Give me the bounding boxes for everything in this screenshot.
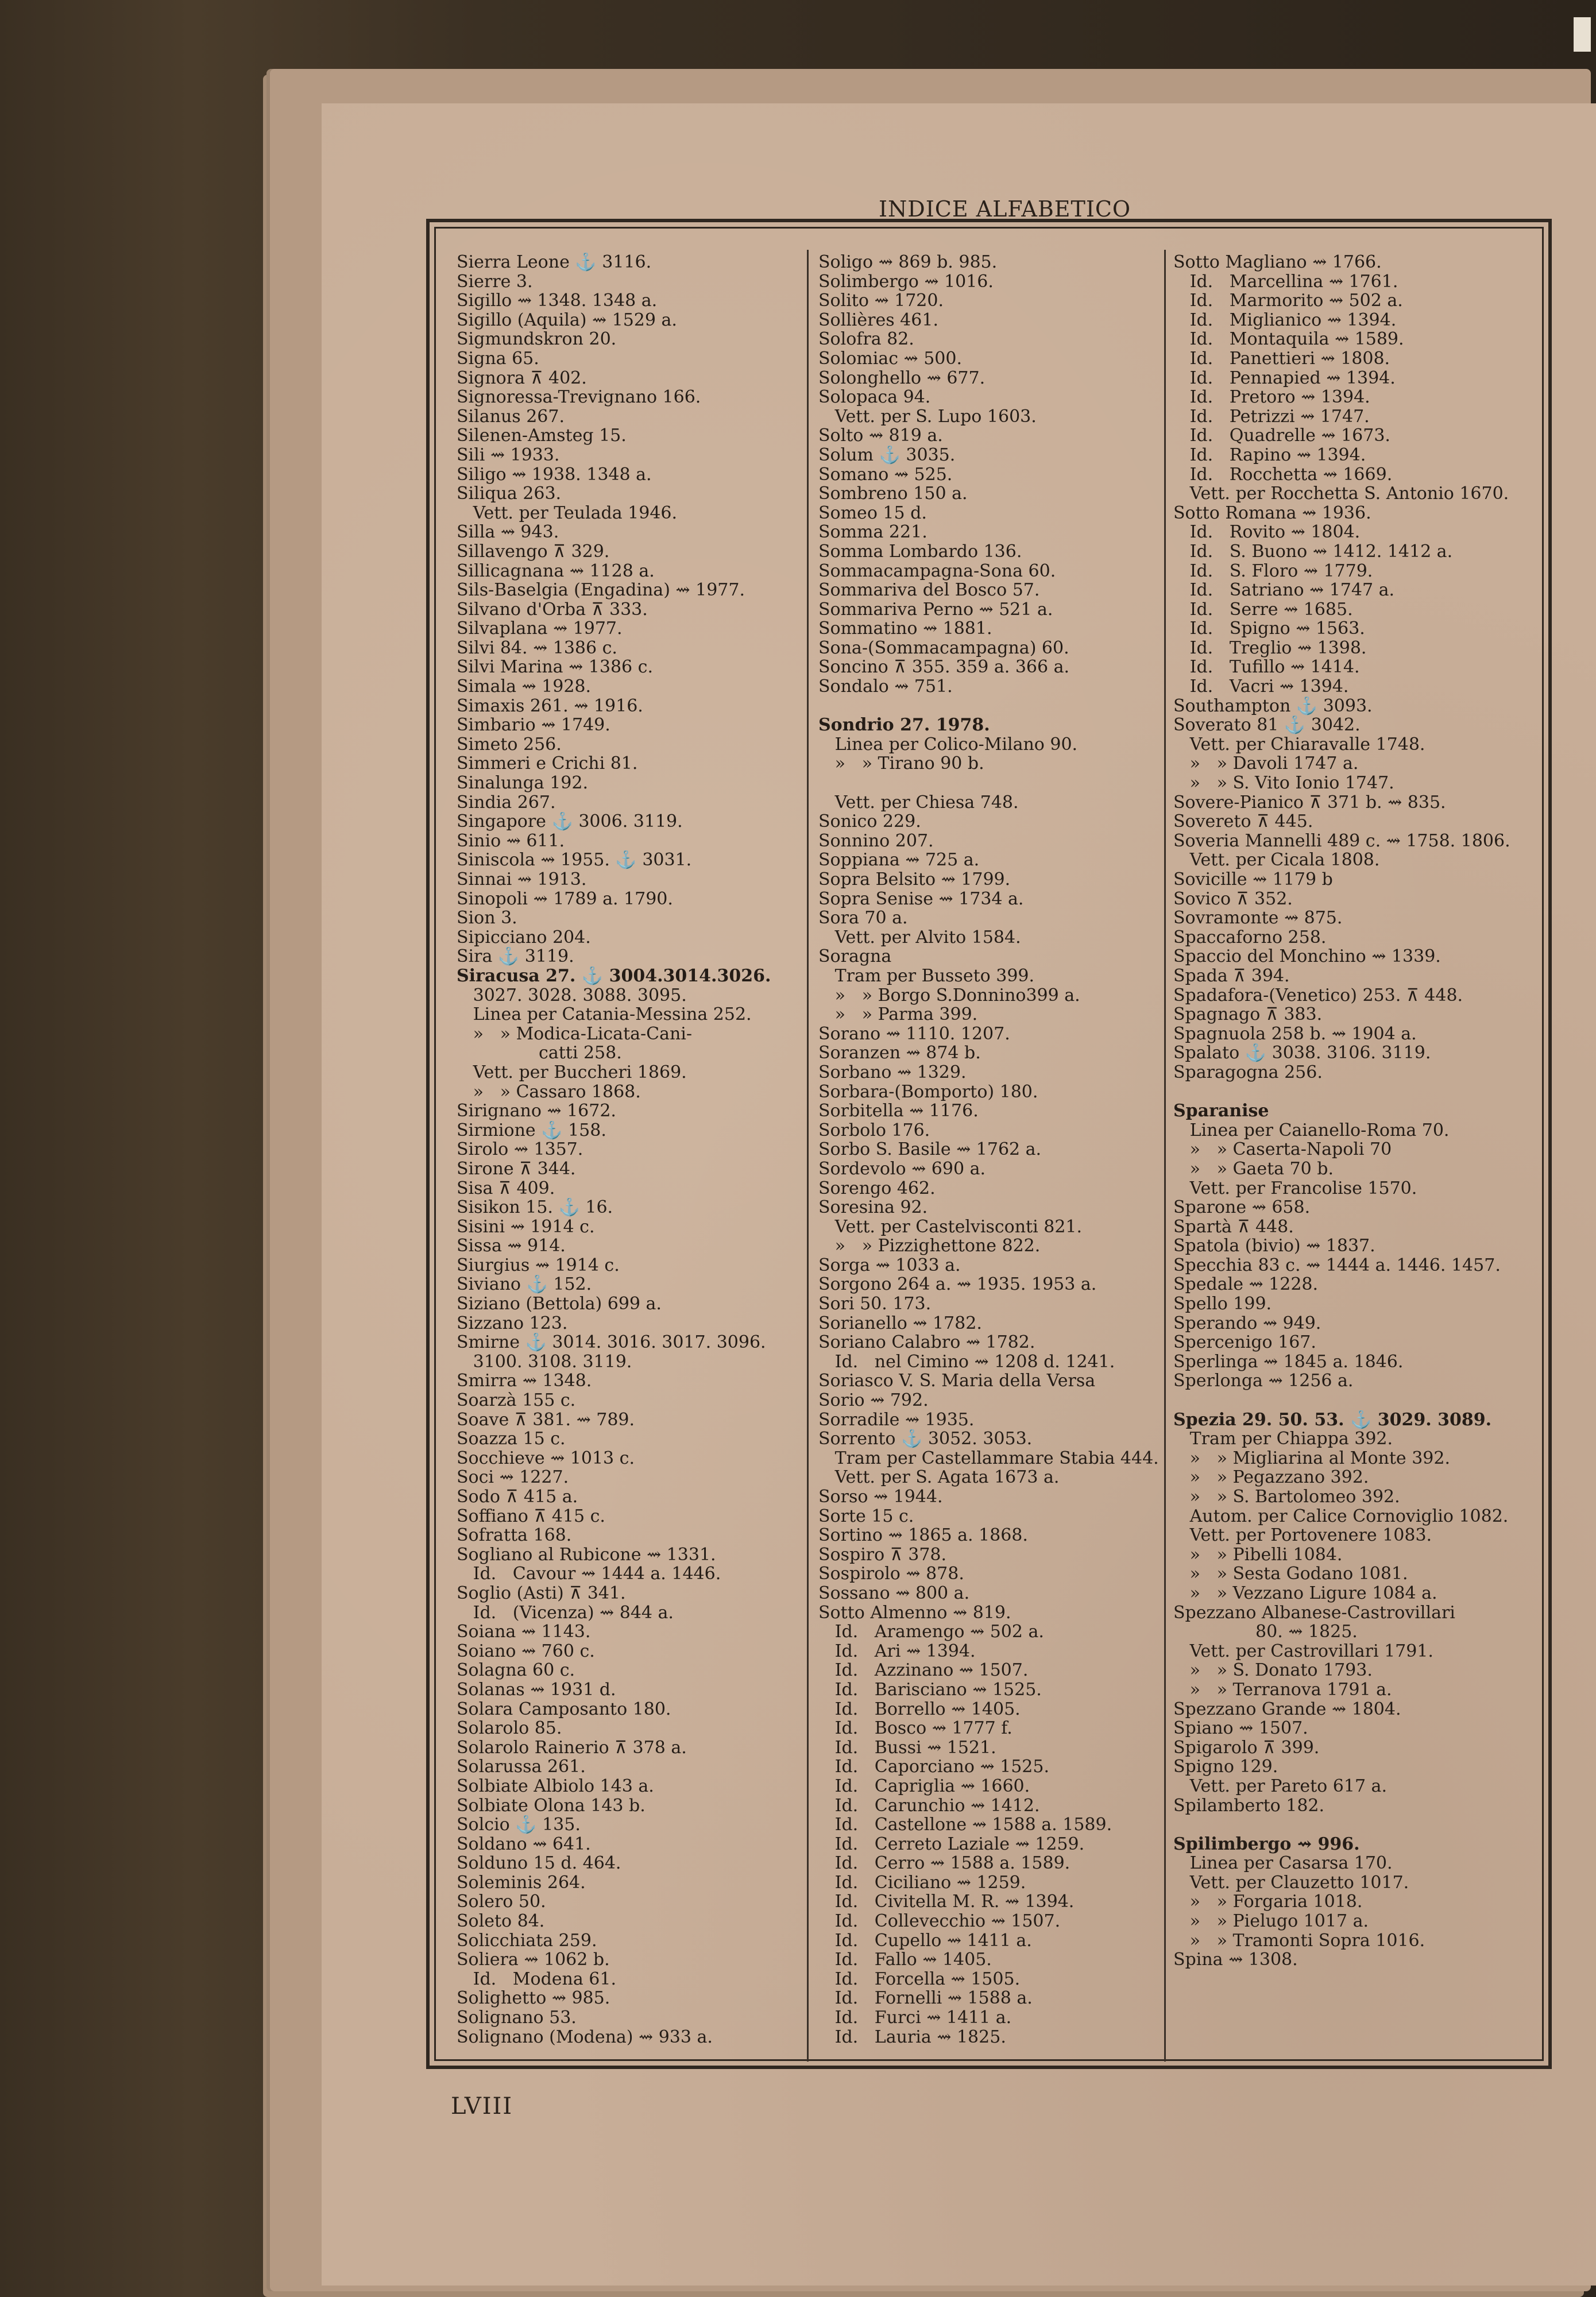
index-entry: Id. Aramengo ⇝ 502 a. bbox=[818, 1622, 1044, 1642]
index-entry: Sorio ⇝ 792. bbox=[818, 1391, 929, 1410]
index-entry: Sigillo ⇝ 1348. 1348 a. bbox=[457, 291, 658, 311]
index-entry: Soligo ⇝ 869 b. 985. bbox=[818, 253, 998, 272]
index-entry: Sovereto ⊼ 445. bbox=[1173, 812, 1313, 832]
index-entry: » » Modica-Licata-Cani- bbox=[457, 1024, 693, 1044]
index-entry: Solbiate Albiolo 143 a. bbox=[457, 1776, 654, 1796]
index-entry: Sovramonte ⇝ 875. bbox=[1173, 908, 1343, 928]
index-entry: Sinalunga 192. bbox=[457, 774, 589, 793]
index-entry: Spedale ⇝ 1228. bbox=[1173, 1275, 1319, 1295]
index-entry: Sossano ⇝ 800 a. bbox=[818, 1583, 970, 1603]
index-entry: Smirne ⚓ 3014. 3016. 3017. 3096. bbox=[457, 1333, 766, 1352]
index-entry: Sospiro ⊼ 378. bbox=[818, 1545, 947, 1565]
index-column-3 bbox=[1173, 253, 1541, 2062]
index-entry: Sorrento ⚓ 3052. 3053. bbox=[818, 1429, 1033, 1449]
index-entry: Id. Marcellina ⇝ 1761. bbox=[1173, 272, 1398, 292]
index-entry: Soresina 92. bbox=[818, 1198, 928, 1217]
index-entry: Sotto Romana ⇝ 1936. bbox=[1173, 503, 1371, 523]
index-entry: » » Borgo S.Donnino399 a. bbox=[818, 985, 1080, 1006]
index-entry: Id. (Vicenza) ⇝ 844 a. bbox=[457, 1603, 674, 1623]
index-entry: Id. Azzinano ⇝ 1507. bbox=[818, 1661, 1029, 1680]
index-entry: Id. Ari ⇝ 1394. bbox=[818, 1641, 976, 1661]
index-entry: Sorgono 264 a. ⇝ 1935. 1953 a. bbox=[818, 1275, 1097, 1295]
index-entry: Vett. per Portovenere 1083. bbox=[1173, 1526, 1432, 1545]
index-entry: Sospirolo ⇝ 878. bbox=[818, 1564, 964, 1584]
index-entry: Sizzano 123. bbox=[457, 1313, 568, 1333]
index-entry: Southampton ⚓ 3093. bbox=[1173, 696, 1373, 716]
index-entry bbox=[1173, 1815, 1541, 1835]
index-entry: » » Cassaro 1868. bbox=[457, 1082, 641, 1102]
index-entry: Sommatino ⇝ 1881. bbox=[818, 619, 992, 639]
index-entry: Soleto 84. bbox=[457, 1912, 545, 1931]
index-entry: Solito ⇝ 1720. bbox=[818, 291, 944, 311]
index-entry: Simaxis 261. ⇝ 1916. bbox=[457, 696, 643, 716]
index-entry: Vett. per Castrovillari 1791. bbox=[1173, 1641, 1433, 1661]
index-entry: Simeto 256. bbox=[457, 734, 562, 755]
index-entry: Someo 15 d. bbox=[818, 503, 927, 523]
index-entry: Id. Lauria ⇝ 1825. bbox=[818, 2027, 1006, 2047]
index-entry: Sorso ⇝ 1944. bbox=[818, 1487, 943, 1507]
index-entry: Vett. per Pareto 617 a. bbox=[1173, 1776, 1387, 1796]
index-entry: Sion 3. bbox=[457, 908, 517, 928]
index-entry: Solanas ⇝ 1931 d. bbox=[457, 1680, 616, 1700]
index-entry: Soncino ⊼ 355. 359 a. 366 a. bbox=[818, 658, 1070, 678]
index-entry: Soranzen ⇝ 874 b. bbox=[818, 1043, 981, 1063]
index-entry: Vett. per Chiesa 748. bbox=[818, 792, 1019, 813]
index-entry: Sommacampagna-Sona 60. bbox=[818, 561, 1056, 581]
index-entry: Sirignano ⇝ 1672. bbox=[457, 1101, 616, 1121]
page-number: LVIII bbox=[451, 2093, 513, 2120]
index-entry: catti 258. bbox=[457, 1043, 622, 1063]
index-entry: Solara Camposanto 180. bbox=[457, 1699, 671, 1719]
index-entry: Id. Quadrelle ⇝ 1673. bbox=[1173, 426, 1390, 446]
index-entry: Sili ⇝ 1933. bbox=[457, 445, 560, 465]
index-entry: Sillicagnana ⇝ 1128 a. bbox=[457, 561, 655, 581]
index-entry: Solarussa 261. bbox=[457, 1757, 586, 1777]
index-entry: Singapore ⚓ 3006. 3119. bbox=[457, 812, 683, 832]
index-entry: » » Tramonti Sopra 1016. bbox=[1173, 1931, 1425, 1951]
index-entry: Id. Fornelli ⇝ 1588 a. bbox=[818, 1989, 1033, 2009]
index-entry: Soci ⇝ 1227. bbox=[457, 1468, 569, 1487]
index-entry: » » Migliarina al Monte 392. bbox=[1173, 1448, 1450, 1468]
index-entry: Id. Treglio ⇝ 1398. bbox=[1173, 638, 1367, 658]
index-entry: Id. Pennapied ⇝ 1394. bbox=[1173, 368, 1396, 388]
index-entry: Soiano ⇝ 760 c. bbox=[457, 1641, 595, 1661]
index-entry: Sillavengo ⊼ 329. bbox=[457, 542, 610, 562]
index-entry: Sira ⚓ 3119. bbox=[457, 947, 574, 966]
index-entry: Solagna 60 c. bbox=[457, 1661, 575, 1680]
index-entry: Soragna bbox=[818, 947, 892, 966]
index-entry: Id. Ciciliano ⇝ 1259. bbox=[818, 1873, 1026, 1893]
index-entry: Solcio ⚓ 135. bbox=[457, 1815, 581, 1835]
index-entry: Vett. per Castelvisconti 821. bbox=[818, 1217, 1083, 1237]
index-entry: Sordevolo ⇝ 690 a. bbox=[818, 1159, 986, 1179]
index-entry: Sisa ⊼ 409. bbox=[457, 1178, 555, 1198]
index-entry: Spello 199. bbox=[1173, 1294, 1272, 1314]
index-entry: Sommariva Perno ⇝ 521 a. bbox=[818, 600, 1053, 620]
index-entry: Sori 50. 173. bbox=[818, 1294, 932, 1314]
index-entry: Sorbitella ⇝ 1176. bbox=[818, 1101, 979, 1121]
index-entry: Sona-(Sommacampagna) 60. bbox=[818, 638, 1069, 658]
index-entry: 80. ⇝ 1825. bbox=[1173, 1622, 1358, 1642]
index-entry: Socchieve ⇝ 1013 c. bbox=[457, 1448, 635, 1468]
index-entry: Vett. per Buccheri 1869. bbox=[457, 1062, 687, 1082]
index-entry: Spada ⊼ 394. bbox=[1173, 966, 1290, 986]
index-entry: Sigillo (Aquila) ⇝ 1529 a. bbox=[457, 310, 677, 330]
index-entry: Sperando ⇝ 949. bbox=[1173, 1313, 1321, 1333]
index-entry: Siurgius ⇝ 1914 c. bbox=[457, 1255, 620, 1275]
index-entry: Sparanise bbox=[1173, 1101, 1269, 1121]
corner-mark bbox=[1574, 17, 1591, 52]
index-entry: Silvano d'Orba ⊼ 333. bbox=[457, 600, 648, 620]
index-entry: Solighetto ⇝ 985. bbox=[457, 1989, 610, 2009]
index-entry: Id. Panettieri ⇝ 1808. bbox=[1173, 349, 1390, 369]
index-entry: Vett. per Clauzetto 1017. bbox=[1173, 1873, 1409, 1893]
index-entry: Sisini ⇝ 1914 c. bbox=[457, 1217, 595, 1237]
index-entry: Sortino ⇝ 1865 a. 1868. bbox=[818, 1526, 1028, 1545]
index-entry: Sorbolo 176. bbox=[818, 1120, 930, 1140]
index-entry: Silla ⇝ 943. bbox=[457, 523, 559, 542]
index-entry: Solduno 15 d. 464. bbox=[457, 1854, 621, 1873]
index-entry: Sorianello ⇝ 1782. bbox=[818, 1313, 982, 1333]
index-entry: Sorbano ⇝ 1329. bbox=[818, 1062, 967, 1082]
index-entry: Sparagogna 256. bbox=[1173, 1062, 1323, 1082]
index-entry: Sierre 3. bbox=[457, 272, 533, 292]
index-entry: Spaccio del Monchino ⇝ 1339. bbox=[1173, 947, 1441, 966]
index-entry: Siliqua 263. bbox=[457, 484, 562, 504]
index-entry: » » S. Vito Ionio 1747. bbox=[1173, 774, 1394, 793]
index-entry: Sondalo ⇝ 751. bbox=[818, 677, 953, 697]
index-entry: Sonico 229. bbox=[818, 812, 921, 832]
index-entry: Sinnai ⇝ 1913. bbox=[457, 870, 587, 890]
index-entry: Sorradile ⇝ 1935. bbox=[818, 1410, 975, 1430]
index-entry: Spatola (bivio) ⇝ 1837. bbox=[1173, 1236, 1375, 1256]
index-entry: Smirra ⇝ 1348. bbox=[457, 1371, 592, 1391]
index-entry: » » Caserta-Napoli 70 bbox=[1173, 1140, 1392, 1159]
index-entry bbox=[1173, 1391, 1541, 1410]
index-entry: Vett. per Cicala 1808. bbox=[1173, 850, 1380, 870]
index-entry: Linea per Colico-Milano 90. bbox=[818, 734, 1078, 755]
index-entry: Spina ⇝ 1308. bbox=[1173, 1950, 1298, 1970]
index-entry bbox=[818, 697, 1160, 716]
index-entry: Sotto Almenno ⇝ 819. bbox=[818, 1603, 1011, 1623]
index-entry: Spagnuola 258 b. ⇝ 1904 a. bbox=[1173, 1024, 1417, 1044]
index-entry: Sindia 267. bbox=[457, 792, 556, 813]
index-entry: Id. S. Floro ⇝ 1779. bbox=[1173, 561, 1373, 581]
index-entry: Soarzà 155 c. bbox=[457, 1391, 576, 1410]
index-entry: Sorga ⇝ 1033 a. bbox=[818, 1255, 961, 1275]
column-divider-2 bbox=[1164, 250, 1166, 2062]
index-entry: Tram per Busseto 399. bbox=[818, 966, 1035, 986]
index-entry: Sparone ⇝ 658. bbox=[1173, 1198, 1311, 1217]
index-entry: Spercenigo 167. bbox=[1173, 1333, 1316, 1352]
index-entry: Specchia 83 c. ⇝ 1444 a. 1446. 1457. bbox=[1173, 1255, 1501, 1275]
index-entry: Sora 70 a. bbox=[818, 908, 908, 928]
index-entry: Solopaca 94. bbox=[818, 388, 931, 407]
index-entry: Sinio ⇝ 611. bbox=[457, 831, 565, 851]
index-entry: Autom. per Calice Cornoviglio 1082. bbox=[1173, 1506, 1509, 1526]
index-column-1 bbox=[457, 253, 801, 2062]
index-entry: Siviano ⚓ 152. bbox=[457, 1275, 592, 1295]
index-entry: Soldano ⇝ 641. bbox=[457, 1834, 591, 1854]
index-entry: Signora ⊼ 402. bbox=[457, 368, 587, 388]
index-entry: Sonnino 207. bbox=[818, 831, 934, 851]
index-entry: Solarolo Rainerio ⊼ 378 a. bbox=[457, 1738, 687, 1758]
index-entry: Soglio (Asti) ⊼ 341. bbox=[457, 1583, 626, 1603]
index-entry: Sperlonga ⇝ 1256 a. bbox=[1173, 1371, 1354, 1391]
index-entry: Sierra Leone ⚓ 3116. bbox=[457, 253, 652, 272]
index-entry: Somano ⇝ 525. bbox=[818, 465, 953, 485]
index-entry: Siniscola ⇝ 1955. ⚓ 3031. bbox=[457, 850, 692, 870]
index-entry: Id. Fallo ⇝ 1405. bbox=[818, 1950, 992, 1970]
index-entry: Id. Modena 61. bbox=[457, 1969, 616, 1989]
index-entry: Spezzano Albanese-Castrovillari bbox=[1173, 1603, 1455, 1623]
index-entry: Spaccaforno 258. bbox=[1173, 927, 1327, 948]
index-entry: Sotto Magliano ⇝ 1766. bbox=[1173, 253, 1382, 272]
index-entry: » » Pielugo 1017 a. bbox=[1173, 1912, 1369, 1931]
index-entry: Id. Cupello ⇝ 1411 a. bbox=[818, 1931, 1032, 1951]
index-entry: Spartà ⊼ 448. bbox=[1173, 1217, 1294, 1237]
index-entry: Simmeri e Crichi 81. bbox=[457, 754, 638, 774]
column-divider-1 bbox=[807, 250, 809, 2062]
index-entry: Sorengo 462. bbox=[818, 1178, 936, 1198]
index-entry: Silvi Marina ⇝ 1386 c. bbox=[457, 658, 653, 678]
index-entry: Id. Pretoro ⇝ 1394. bbox=[1173, 388, 1370, 407]
index-entry: Sorano ⇝ 1110. 1207. bbox=[818, 1024, 1010, 1044]
index-entry: Id. Carunchio ⇝ 1412. bbox=[818, 1796, 1040, 1816]
index-entry: Solarolo 85. bbox=[457, 1719, 562, 1738]
index-entry: Solignano 53. bbox=[457, 2008, 577, 2028]
index-entry: Vett. per S. Agata 1673 a. bbox=[818, 1468, 1060, 1487]
index-entry: Sorbo S. Basile ⇝ 1762 a. bbox=[818, 1140, 1042, 1159]
index-entry: Id. Barisciano ⇝ 1525. bbox=[818, 1680, 1042, 1700]
index-entry: Sondrio 27. 1978. bbox=[818, 716, 990, 735]
index-entry: » » S. Bartolomeo 392. bbox=[1173, 1487, 1400, 1507]
index-entry: Soliera ⇝ 1062 b. bbox=[457, 1950, 610, 1970]
index-entry: Vett. per Rocchetta S. Antonio 1670. bbox=[1173, 484, 1509, 504]
index-entry: Soave ⊼ 381. ⇝ 789. bbox=[457, 1410, 635, 1430]
index-entry: Sorte 15 c. bbox=[818, 1506, 914, 1526]
index-entry: » » Pizzighettone 822. bbox=[818, 1236, 1041, 1256]
index-entry: Sirone ⊼ 344. bbox=[457, 1159, 576, 1179]
index-entry: Spilimbergo ⇝ 996. bbox=[1173, 1834, 1360, 1854]
index-entry: Linea per Caianello-Roma 70. bbox=[1173, 1120, 1450, 1140]
index-entry: 3027. 3028. 3088. 3095. bbox=[457, 985, 687, 1006]
index-entry: Siligo ⇝ 1938. 1348 a. bbox=[457, 465, 652, 485]
index-entry: Id. Miglianico ⇝ 1394. bbox=[1173, 310, 1397, 330]
index-entry: Solofra 82. bbox=[818, 330, 914, 349]
index-entry: Solero 50. bbox=[457, 1892, 546, 1912]
index-entry: Sirolo ⇝ 1357. bbox=[457, 1140, 583, 1159]
index-entry: Silvi 84. ⇝ 1386 c. bbox=[457, 638, 617, 658]
index-entry: Silvaplana ⇝ 1977. bbox=[457, 619, 623, 639]
index-entry: Id. nel Cimino ⇝ 1208 d. 1241. bbox=[818, 1352, 1115, 1372]
index-entry: Sils-Baselgia (Engadina) ⇝ 1977. bbox=[457, 581, 745, 600]
index-entry: Soffiano ⊼ 415 c. bbox=[457, 1506, 605, 1526]
index-entry: Siziano (Bettola) 699 a. bbox=[457, 1294, 662, 1314]
index-entry: Id. Spigno ⇝ 1563. bbox=[1173, 619, 1365, 639]
index-entry: Solonghello ⇝ 677. bbox=[818, 368, 986, 388]
index-entry: » » S. Donato 1793. bbox=[1173, 1661, 1373, 1680]
index-entry: Id. Forcella ⇝ 1505. bbox=[818, 1969, 1021, 1989]
index-entry: Id. Cavour ⇝ 1444 a. 1446. bbox=[457, 1564, 721, 1584]
index-entry: Id. Capriglia ⇝ 1660. bbox=[818, 1776, 1030, 1796]
index-entry: Soleminis 264. bbox=[457, 1873, 586, 1893]
index-entry: Sperlinga ⇝ 1845 a. 1846. bbox=[1173, 1352, 1404, 1372]
index-entry: Soriano Calabro ⇝ 1782. bbox=[818, 1333, 1035, 1352]
index-entry: Simbario ⇝ 1749. bbox=[457, 716, 610, 735]
index-entry: Vett. per Chiaravalle 1748. bbox=[1173, 734, 1425, 755]
index-entry: Solbiate Olona 143 b. bbox=[457, 1796, 646, 1816]
index-entry: Spagnago ⊼ 383. bbox=[1173, 1005, 1323, 1024]
index-entry: Id. Petrizzi ⇝ 1747. bbox=[1173, 407, 1370, 427]
index-entry: Sorbara-(Bomporto) 180. bbox=[818, 1082, 1038, 1102]
index-entry: » » Parma 399. bbox=[818, 1005, 978, 1024]
index-entry: Signoressa-Trevignano 166. bbox=[457, 388, 701, 407]
index-entry: Id. Montaquila ⇝ 1589. bbox=[1173, 330, 1404, 349]
index-entry: Solto ⇝ 819 a. bbox=[818, 426, 943, 446]
index-entry: Silenen-Amsteg 15. bbox=[457, 426, 627, 446]
index-entry: Soiana ⇝ 1143. bbox=[457, 1622, 591, 1642]
index-entry: Sovere-Pianico ⊼ 371 b. ⇝ 835. bbox=[1173, 792, 1446, 813]
index-entry: Sovicille ⇝ 1179 b bbox=[1173, 870, 1333, 890]
index-entry: Solimbergo ⇝ 1016. bbox=[818, 272, 994, 292]
index-entry: Id. Rocchetta ⇝ 1669. bbox=[1173, 465, 1393, 485]
index-entry: Vett. per Teulada 1946. bbox=[457, 503, 678, 523]
index-entry: Spigno 129. bbox=[1173, 1757, 1278, 1777]
index-entry: Solum ⚓ 3035. bbox=[818, 445, 956, 465]
index-entry: Vett. per Francolise 1570. bbox=[1173, 1178, 1417, 1198]
index-entry: Id. Satriano ⇝ 1747 a. bbox=[1173, 581, 1395, 600]
index-entry: Sollières 461. bbox=[818, 310, 938, 330]
index-entry: » » Vezzano Ligure 1084 a. bbox=[1173, 1583, 1437, 1603]
index-entry: Id. Cerro ⇝ 1588 a. 1589. bbox=[818, 1854, 1071, 1873]
index-entry: Soveria Mannelli 489 c. ⇝ 1758. 1806. bbox=[1173, 831, 1510, 851]
index-entry: Spalato ⚓ 3038. 3106. 3119. bbox=[1173, 1043, 1431, 1063]
index-entry: Soverato 81 ⚓ 3042. bbox=[1173, 716, 1361, 735]
index-entry: Sodo ⊼ 415 a. bbox=[457, 1487, 578, 1507]
index-entry: Id. Caporciano ⇝ 1525. bbox=[818, 1757, 1050, 1777]
index-entry: Id. Civitella M. R. ⇝ 1394. bbox=[818, 1892, 1075, 1912]
index-entry: Sommariva del Bosco 57. bbox=[818, 581, 1040, 600]
index-entry: Sombreno 150 a. bbox=[818, 484, 968, 504]
index-entry: Id. Cerreto Laziale ⇝ 1259. bbox=[818, 1834, 1085, 1854]
index-entry: Spezzano Grande ⇝ 1804. bbox=[1173, 1699, 1401, 1719]
index-entry: Siracusa 27. ⚓ 3004.3014.3026. bbox=[457, 966, 771, 986]
index-entry: Sigmundskron 20. bbox=[457, 330, 617, 349]
index-entry: Id. Bosco ⇝ 1777 f. bbox=[818, 1719, 1013, 1738]
index-entry: Solicchiata 259. bbox=[457, 1931, 597, 1951]
index-entry: Spadafora-(Venetico) 253. ⊼ 448. bbox=[1173, 985, 1463, 1006]
index-entry: Id. Bussi ⇝ 1521. bbox=[818, 1738, 996, 1758]
index-entry: Sovico ⊼ 352. bbox=[1173, 889, 1293, 909]
index-entry bbox=[818, 774, 1160, 793]
index-entry: Id. Serre ⇝ 1685. bbox=[1173, 600, 1353, 620]
index-entry: Soazza 15 c. bbox=[457, 1429, 566, 1449]
index-entry: Id. Rapino ⇝ 1394. bbox=[1173, 445, 1366, 465]
index-entry: Silanus 267. bbox=[457, 407, 565, 427]
index-entry: » » Gaeta 70 b. bbox=[1173, 1159, 1334, 1179]
index-entry: Id. S. Buono ⇝ 1412. 1412 a. bbox=[1173, 542, 1453, 562]
index-entry: Soppiana ⇝ 725 a. bbox=[818, 850, 980, 870]
index-entry: Sopra Belsito ⇝ 1799. bbox=[818, 870, 1011, 890]
index-entry: » » Tirano 90 b. bbox=[818, 754, 984, 774]
index-entry: Id. Castellone ⇝ 1588 a. 1589. bbox=[818, 1815, 1112, 1835]
index-entry: Sisikon 15. ⚓ 16. bbox=[457, 1198, 613, 1217]
index-entry: Id. Borrello ⇝ 1405. bbox=[818, 1699, 1021, 1719]
index-entry: Sogliano al Rubicone ⇝ 1331. bbox=[457, 1545, 716, 1565]
index-entry: Sirmione ⚓ 158. bbox=[457, 1120, 606, 1140]
index-entry: Id. Rovito ⇝ 1804. bbox=[1173, 523, 1361, 542]
index-entry: Somma 221. bbox=[818, 523, 928, 542]
index-entry: Solomiac ⇝ 500. bbox=[818, 349, 963, 369]
index-entry: Id. Marmorito ⇝ 502 a. bbox=[1173, 291, 1403, 311]
index-entry: Id. Tufillo ⇝ 1414. bbox=[1173, 658, 1360, 678]
index-entry: Sinopoli ⇝ 1789 a. 1790. bbox=[457, 889, 673, 909]
index-entry: Linea per Catania-Messina 252. bbox=[457, 1005, 752, 1024]
index-entry: Soriasco V. S. Maria della Versa bbox=[818, 1371, 1096, 1391]
index-entry: » » Pegazzano 392. bbox=[1173, 1468, 1369, 1487]
index-entry: Id. Furci ⇝ 1411 a. bbox=[818, 2008, 1012, 2028]
index-entry: Vett. per Alvito 1584. bbox=[818, 927, 1021, 948]
index-column-2 bbox=[818, 253, 1160, 2062]
index-entry: Somma Lombardo 136. bbox=[818, 542, 1022, 562]
index-entry: Linea per Casarsa 170. bbox=[1173, 1854, 1393, 1873]
index-entry: » » Terranova 1791 a. bbox=[1173, 1680, 1392, 1700]
index-entry: Sofratta 168. bbox=[457, 1526, 572, 1545]
index-entry: Spezia 29. 50. 53. ⚓ 3029. 3089. bbox=[1173, 1410, 1492, 1430]
index-entry: » » Pibelli 1084. bbox=[1173, 1545, 1343, 1565]
index-entry: Sopra Senise ⇝ 1734 a. bbox=[818, 889, 1024, 909]
index-entry: » » Sesta Godano 1081. bbox=[1173, 1564, 1408, 1584]
index-entry: Spigarolo ⊼ 399. bbox=[1173, 1738, 1320, 1758]
index-entry: Simala ⇝ 1928. bbox=[457, 677, 592, 697]
index-entry: Spiano ⇝ 1507. bbox=[1173, 1719, 1308, 1738]
index-entry: Solignano (Modena) ⇝ 933 a. bbox=[457, 2027, 713, 2047]
index-entry: Vett. per S. Lupo 1603. bbox=[818, 407, 1037, 427]
index-entry: Tram per Castellammare Stabia 444. bbox=[818, 1448, 1159, 1468]
index-entry: 3100. 3108. 3119. bbox=[457, 1352, 632, 1372]
index-entry: Tram per Chiappa 392. bbox=[1173, 1429, 1393, 1449]
index-entry: » » Davoli 1747 a. bbox=[1173, 754, 1359, 774]
page-header-title: INDICE ALFABETICO bbox=[879, 196, 1131, 222]
index-entry: Sipicciano 204. bbox=[457, 927, 591, 948]
index-entry: Spilamberto 182. bbox=[1173, 1796, 1325, 1816]
index-entry: Sissa ⇝ 914. bbox=[457, 1236, 566, 1256]
index-entry: Id. Collevecchio ⇝ 1507. bbox=[818, 1912, 1061, 1931]
index-entry: » » Forgaria 1018. bbox=[1173, 1892, 1363, 1912]
index-entry: Id. Vacri ⇝ 1394. bbox=[1173, 677, 1349, 697]
index-entry bbox=[1173, 1082, 1541, 1102]
index-entry: Signa 65. bbox=[457, 349, 539, 369]
